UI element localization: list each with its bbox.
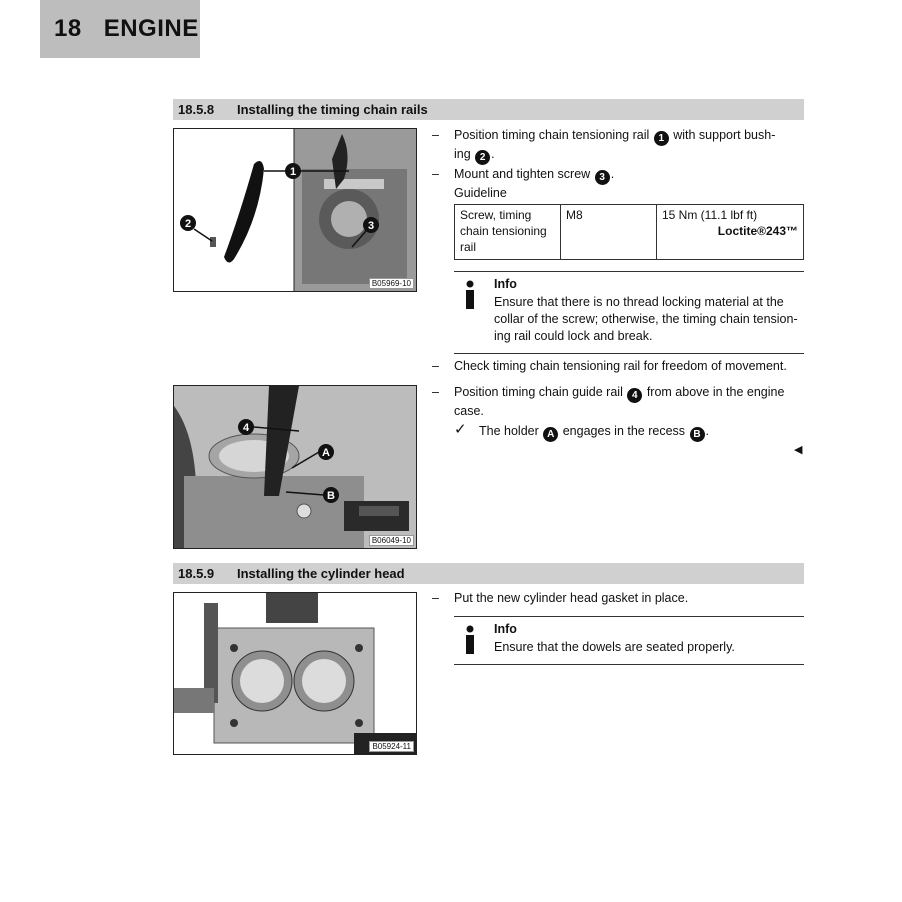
step-text: Position timing chain guide rail: [454, 385, 623, 399]
figure-code: B05969-10: [369, 278, 414, 289]
info-text: Ensure that there is no thread locking material at the collar of the screw; otherwise, the timing chain tension-ing rail could lock and break.: [494, 295, 798, 343]
end-marker-icon: ◀: [794, 444, 803, 456]
callout-b-label: B: [327, 490, 335, 502]
spec-torque: 15 Nm (11.1 lbf ft): [662, 208, 758, 222]
section-title: Installing the cylinder head: [237, 566, 405, 581]
callout-a-inline: A: [543, 427, 558, 442]
list-dash: –: [432, 167, 439, 181]
section-header-cylinder-head: [173, 563, 804, 584]
callout-2-inline: 2: [475, 150, 490, 165]
divider: [454, 664, 804, 665]
callout-2-label: 2: [184, 218, 192, 230]
figure-illustration: [174, 386, 416, 548]
info-title: Info: [494, 622, 517, 636]
check-text: .: [705, 424, 710, 438]
section-title: Installing the timing chain rails: [237, 102, 428, 117]
list-dash: –: [432, 359, 439, 373]
figure-code: B05924-11: [369, 741, 414, 752]
figure-timing-chain-rail: [173, 128, 417, 292]
callout-3-inline: 3: [595, 170, 610, 185]
chapter-number: 18: [54, 15, 82, 42]
info-text: Ensure that the dowels are seated properly.: [494, 640, 735, 654]
list-dash: –: [432, 591, 439, 605]
callout-4-label: 4: [242, 422, 250, 434]
step-text: Mount and tighten screw: [454, 167, 591, 181]
check-text: The holder: [479, 424, 539, 438]
info-box-thread-locking: [454, 272, 804, 352]
section-header-timing-chain-rails: [173, 99, 804, 120]
section-number: 18.5.8: [178, 102, 215, 117]
guideline-label: Guideline: [454, 186, 507, 200]
callout-1-label: 1: [289, 166, 297, 178]
step-text: Position timing chain tensioning rail: [454, 128, 650, 142]
figure-illustration: [174, 129, 416, 291]
step-text: from above in the engine case.: [454, 385, 785, 418]
chapter-title: ENGINE: [103, 15, 199, 42]
callout-1-inline: 1: [654, 131, 669, 146]
info-box-dowels: [454, 617, 804, 663]
step-text: Check timing chain tensioning rail for freedom of movement.: [454, 359, 787, 373]
step-text: Put the new cylinder head gasket in place.: [454, 591, 689, 605]
spec-torque-cell: [657, 205, 804, 260]
info-icon: [460, 280, 480, 310]
figure-code: B06049-10: [369, 535, 414, 546]
step-text: .: [491, 147, 495, 161]
section-number: 18.5.9: [178, 566, 215, 581]
chapter-tab: [40, 0, 200, 58]
callout-4-inline: 4: [627, 388, 642, 403]
torque-spec-table: [454, 204, 804, 260]
info-title: Info: [494, 277, 517, 291]
info-icon: [460, 625, 480, 655]
figure-illustration: [174, 593, 416, 754]
check-icon: ✓: [454, 421, 467, 438]
table-row: [455, 205, 804, 260]
divider: [454, 353, 804, 354]
callout-3-label: 3: [367, 220, 375, 232]
spec-component: Screw, timing chain tensioning rail: [455, 205, 561, 260]
spec-loctite: Loctite®243™: [717, 224, 798, 238]
step-text: .: [610, 167, 615, 181]
callout-b-inline: B: [690, 427, 705, 442]
step-text: with support bush-: [673, 128, 776, 142]
list-dash: –: [432, 385, 439, 399]
figure-guide-rail: [173, 385, 417, 549]
spec-thread: M8: [561, 205, 657, 260]
step-text: ing: [454, 147, 471, 161]
check-text: engages in the recess: [562, 424, 686, 438]
callout-a-label: A: [322, 447, 330, 459]
list-dash: –: [432, 128, 439, 142]
figure-cylinder-head-gasket: [173, 592, 417, 755]
